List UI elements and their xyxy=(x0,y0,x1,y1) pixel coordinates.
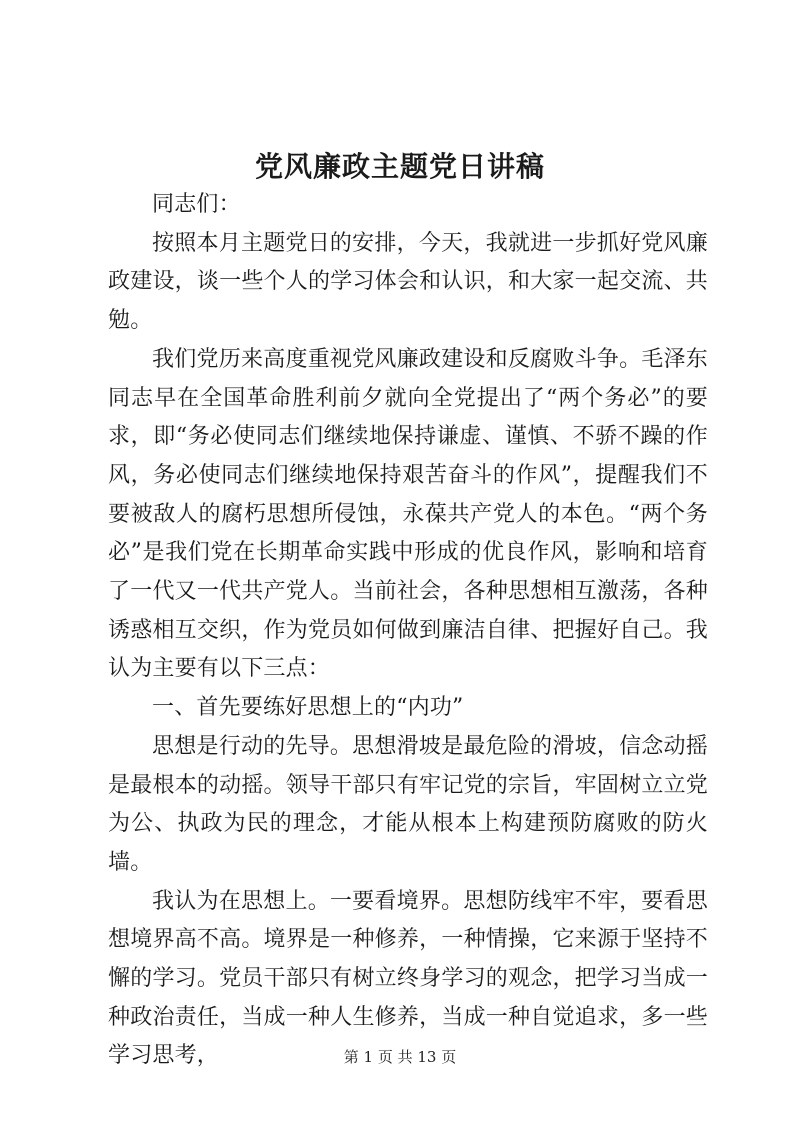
section-heading-1: 一、首先要练好思想上的“内功” xyxy=(152,695,464,721)
history-paragraph: 我们党历来高度重视党风廉政建设和反腐败斗争。毛泽东同志早在全国革命胜利前夕就向全党提出了“两个务必”的要求，即“务必使同志们继续地保持谦虚、谨慎、不骄不躁的作风，务必使同志们继续地保持艰苦奋斗的作风”，提醒我们不要被敌人的腐朽思想所侵蚀，永葆共产党人的本色。“两个务必”是我们党在长期革命实践中形成的优良作风，影响和培育了一代又一代共产党人。当前社会，各种思想相互激荡，各种诱惑相互交织，作为党员如何做到廉洁自律、把握好自己。我认为主要有以下三点： xyxy=(108,346,708,682)
page-number-footer: 第 1 页 共 13 页 xyxy=(343,1048,457,1066)
realm-paragraph: 我认为在思想上。一要看境界。思想防线牢不牢，要看思想境界高不高。境界是一种修养，一种情操，它来源于坚持不懈的学习。党员干部只有树立终身学习的观念，把学习当成一种政治责任，当成一种人生修养，当成一种自觉追求，多一些学习思考， xyxy=(108,888,708,1069)
document-body xyxy=(108,186,708,1076)
document-title: 党风廉政主题党日讲稿 xyxy=(254,150,545,183)
intro-paragraph: 按照本月主题党日的安排，今天，我就进一步抓好党风廉政建设，谈一些个人的学习体会和认识，和大家一起交流、共勉。 xyxy=(108,230,708,334)
thought-paragraph: 思想是行动的先导。思想滑坡是最危险的滑坡，信念动摇是最根本的动摇。领导干部只有牢记党的宗旨，牢固树立立党为公、执政为民的理念，才能从根本上构建预防腐败的防火墙。 xyxy=(108,733,708,875)
salutation-paragraph: 同志们： xyxy=(152,192,241,217)
